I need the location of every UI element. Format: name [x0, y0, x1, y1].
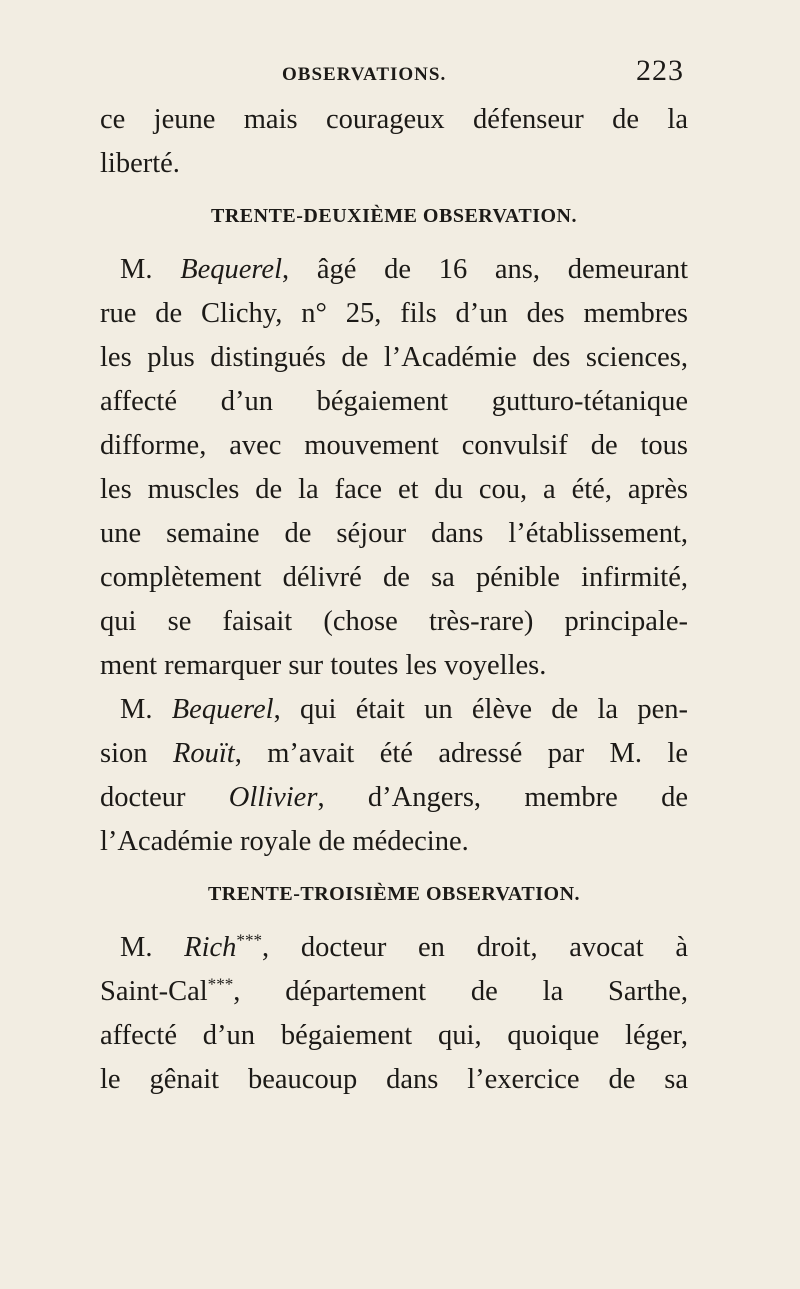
text-fragment: , âgé de 16 ans, demeurant: [282, 254, 689, 285]
person-name: Rich: [184, 932, 237, 963]
text-fragment: , département de la Sarthe,: [233, 976, 688, 1007]
text-fragment: docteur: [100, 782, 229, 813]
person-name: Rouït: [172, 738, 235, 769]
text-line: [100, 970, 688, 1014]
person-name: Ollivier: [228, 782, 318, 813]
section-heading: TRENTE-TROISIÈME OBSERVATION.: [207, 883, 581, 905]
text-fragment: Saint-Cal: [100, 976, 208, 1007]
text-fragment: M.: [120, 932, 185, 963]
running-head: [100, 52, 688, 92]
text-line: [100, 732, 688, 776]
text-fragment: M.: [120, 254, 181, 285]
asterisks: ***: [207, 974, 234, 994]
page-number: 223: [636, 54, 684, 87]
text-line: complètement délivré de sa pénible infirmité,: [100, 562, 688, 593]
person-name: Bequerel: [171, 694, 274, 725]
text-line: une semaine de séjour dans l’établissement,: [100, 518, 688, 549]
text-fragment: , qui était un élève de la pen-: [273, 694, 688, 725]
section-heading: TRENTE-DEUXIÈME OBSERVATION.: [211, 205, 577, 227]
text-line: les plus distingués de l’Académie des sciences,: [100, 342, 688, 373]
text-line: affecté d’un bégaiement gutturo-tétanique: [100, 386, 688, 417]
running-title: OBSERVATIONS.: [282, 64, 447, 85]
text-fragment: , docteur en droit, avocat à: [262, 932, 689, 963]
text-line: les muscles de la face et du cou, a été, après: [100, 474, 688, 505]
body-text: [100, 98, 688, 1102]
text-fragment: , m’avait été adressé par M. le: [234, 738, 688, 769]
text-line: qui se faisait (chose très-rare) principale-: [100, 606, 688, 637]
text-line: [100, 248, 688, 292]
text-line: [100, 776, 688, 820]
text-line: [100, 926, 688, 970]
asterisks: ***: [236, 930, 263, 950]
text-line: ce jeune mais courageux défenseur de la: [100, 104, 688, 135]
text-line: affecté d’un bégaiement qui, quoique léger,: [100, 1020, 688, 1051]
text-line: le gênait beaucoup dans l’exercice de sa: [100, 1064, 688, 1095]
text-line: liberté.: [100, 148, 180, 179]
person-name: Bequerel: [180, 254, 282, 285]
text-line: [100, 688, 688, 732]
text-fragment: sion: [100, 738, 173, 769]
text-line: ment remarquer sur toutes les voyelles.: [100, 650, 547, 681]
text-fragment: , d’Angers, membre de: [317, 782, 688, 813]
text-line: l’Académie royale de médecine.: [100, 826, 469, 857]
text-fragment: M.: [120, 694, 172, 725]
text-line: rue de Clichy, n° 25, fils d’un des membres: [100, 298, 688, 329]
text-line: difforme, avec mouvement convulsif de tous: [100, 430, 688, 461]
